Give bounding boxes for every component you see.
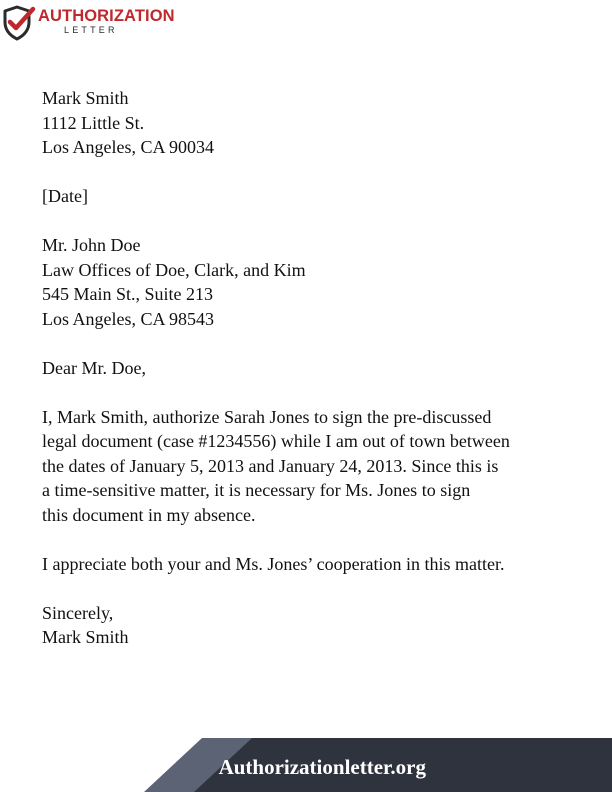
sender-name: Mark Smith: [42, 88, 129, 108]
logo-title: AUTHORIZATION: [38, 7, 175, 25]
signature: Mark Smith: [42, 627, 129, 647]
footer-site-link[interactable]: Authorizationletter.org: [218, 755, 426, 779]
body-line: a time-sensitive matter, it is necessary for Ms. Jones to sign: [42, 480, 471, 500]
shield-check-icon: [2, 5, 36, 41]
recipient-company: Law Offices of Doe, Clark, and Kim: [42, 259, 306, 280]
recipient-address: [42, 233, 582, 331]
logo: [2, 4, 175, 42]
body-line: I, Mark Smith, authorize Sarah Jones to sign the pre-discussed: [42, 406, 492, 427]
recipient-city: Los Angeles, CA 98543: [42, 308, 215, 329]
sender-address: [42, 86, 582, 160]
sender-city: Los Angeles, CA 90034: [42, 137, 215, 157]
body-paragraph: [42, 405, 582, 528]
body-line: the dates of January 5, 2013 and January 24, 2013. Since this is: [42, 455, 499, 476]
letter-date: [Date]: [42, 186, 88, 206]
closing: Sincerely,: [42, 602, 114, 623]
recipient-street: 545 Main St., Suite 213: [42, 284, 214, 304]
body-line: this document in my absence.: [42, 504, 256, 525]
body-line: legal document (case #1234556) while I am out of town between: [42, 431, 510, 451]
sender-street: 1112 Little St.: [42, 112, 145, 133]
letter: [42, 86, 582, 650]
recipient-name: Mr. John Doe: [42, 235, 141, 255]
footer-banner: [0, 738, 612, 792]
salutation: Dear Mr. Doe,: [42, 357, 146, 378]
closing-paragraph: I appreciate both your and Ms. Jones’ cooperation in this matter.: [42, 553, 505, 574]
logo-subtitle: LETTER: [64, 25, 118, 35]
